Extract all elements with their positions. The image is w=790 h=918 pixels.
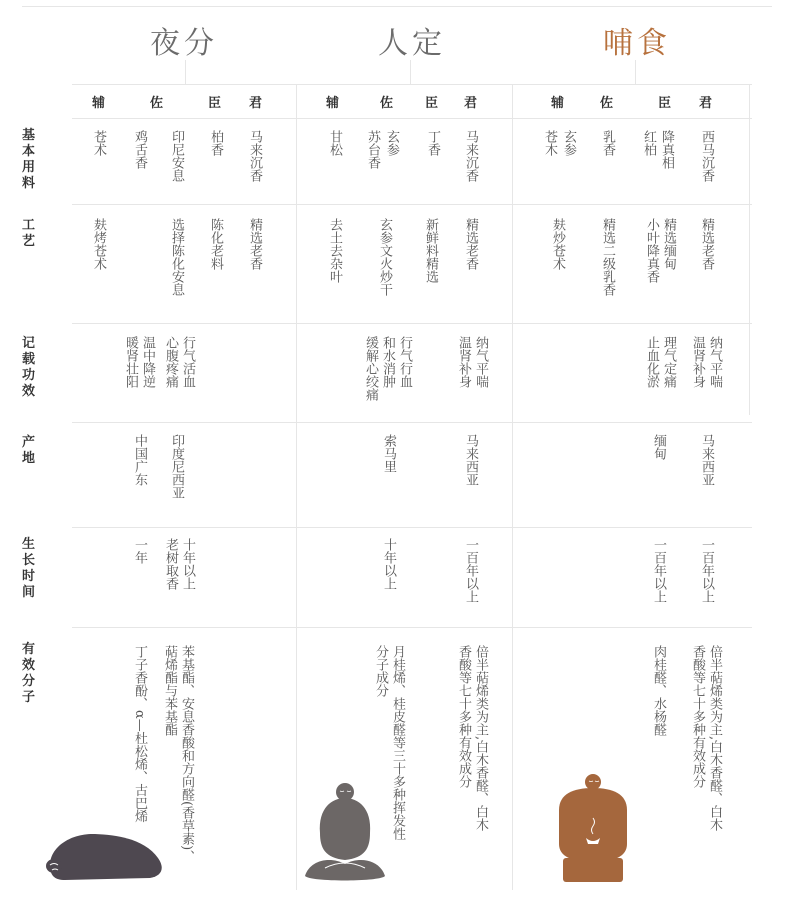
cell-text: 索马里: [381, 434, 396, 473]
cell-text: 精选老香: [247, 218, 262, 270]
cell-text: 香酸等七十多种有效成分: [456, 645, 471, 788]
cell-text: 十年以上: [381, 538, 396, 590]
role-header-fu: 辅: [326, 96, 340, 111]
cell-text: 倍半萜烯类为主,白木香醛、白木: [707, 645, 722, 832]
col-divider: [185, 60, 186, 85]
cell-text: 香酸等七十多种有效成分: [690, 645, 705, 788]
cell-text: 乳香: [600, 130, 615, 156]
cell-text: 马来西亚: [463, 434, 478, 486]
cell-text: 纳气平喘: [473, 336, 488, 388]
cell-text: 印尼安息: [169, 130, 184, 182]
cell-text: 一百年以上: [699, 538, 714, 603]
cell-text: 丁香: [425, 130, 440, 156]
row-divider: [72, 422, 752, 423]
row-label-molecule: 有效分子: [22, 642, 36, 705]
role-header-jun: 君: [699, 96, 713, 111]
cell-text: 柏香: [208, 130, 223, 156]
cell-text: 一百年以上: [463, 538, 478, 603]
row-divider: [72, 527, 752, 528]
cell-text: 倍半萜烯类为主,白木香醛、白木: [473, 645, 488, 832]
cell-text: 止血化淤: [644, 336, 659, 388]
cell-text: 理气定痛: [661, 336, 676, 388]
cell-text: 心腹疼痛: [163, 336, 178, 388]
cell-text: 精选老香: [463, 218, 478, 270]
cell-text: 纳气平喘: [707, 336, 722, 388]
row-divider: [72, 118, 752, 119]
cell-text: 去土去杂叶: [327, 218, 342, 283]
cell-text: 苏台香: [365, 130, 380, 169]
cell-text: 玄参: [384, 130, 399, 156]
sleeping-figure-illustration: [40, 818, 170, 888]
cell-text: 丁子香酚、α—杜松烯、古巴烯: [132, 645, 147, 823]
row-divider: [72, 323, 752, 324]
role-header-chen: 臣: [658, 96, 672, 111]
role-header-fu: 辅: [551, 96, 565, 111]
col-divider: [512, 85, 513, 890]
role-header-chen: 臣: [425, 96, 439, 111]
cell-text: 苍木: [542, 130, 557, 156]
role-header-chen: 臣: [208, 96, 222, 111]
cell-text: 缓解心绞痛: [363, 336, 378, 401]
cell-text: 选择陈化安息: [169, 218, 184, 296]
col-divider: [749, 85, 750, 415]
cell-text: 降真相: [659, 130, 674, 169]
row-label-origin: 产地: [22, 435, 36, 466]
cell-text: 西马沉香: [699, 130, 714, 182]
cell-text: 陈化老料: [208, 218, 223, 270]
row-label-base: 基本用料: [22, 128, 36, 191]
cell-text: 小叶降真香: [644, 218, 659, 283]
cell-text: 分子成分: [373, 645, 388, 697]
row-label-time: 生长时间: [22, 537, 36, 600]
cell-text: 一年: [132, 538, 147, 564]
col-divider: [410, 60, 411, 85]
top-border: [22, 6, 772, 7]
role-header-jun: 君: [464, 96, 478, 111]
incense-figure-illustration: [553, 770, 633, 885]
cell-text: 印度尼西亚: [169, 434, 184, 499]
cell-text: 精选老香: [699, 218, 714, 270]
role-header-fu: 辅: [92, 96, 106, 111]
cell-text: 温肾补身: [456, 336, 471, 388]
cell-text: 精选二级乳香: [600, 218, 615, 296]
cell-text: 苯基酯、安息香酸和方向醛(香草素)、: [179, 645, 194, 864]
cell-text: 甘松: [327, 130, 342, 156]
cell-text: 和水消肿: [380, 336, 395, 388]
cell-text: 苍术: [91, 130, 106, 156]
cell-text: 马来西亚: [699, 434, 714, 486]
cell-text: 十年以上: [180, 538, 195, 590]
cell-text: 老树取香: [163, 538, 178, 590]
cell-text: 红柏: [641, 130, 656, 156]
cell-text: 萜烯酯与苯基酯: [162, 645, 177, 736]
role-header-jun: 君: [249, 96, 263, 111]
cell-text: 麸炒苍术: [550, 218, 565, 270]
cell-text: 马来沉香: [463, 130, 478, 182]
role-header-zuo: 佐: [150, 96, 164, 111]
cell-text: 鸡舌香: [132, 130, 147, 169]
role-header-zuo: 佐: [380, 96, 394, 111]
title-rending: 人定: [378, 26, 446, 61]
cell-text: 新鲜料精选: [423, 218, 438, 283]
role-header-zuo: 佐: [600, 96, 614, 111]
cell-text: 马来沉香: [247, 130, 262, 182]
cell-text: 肉桂醛、水杨醛: [651, 645, 666, 736]
row-divider: [72, 204, 752, 205]
cell-text: 中国广东: [132, 434, 147, 486]
title-yefen: 夜分: [150, 26, 218, 61]
row-label-effect: 记载功效: [22, 336, 36, 399]
cell-text: 温中降逆: [140, 336, 155, 388]
cell-text: 缅甸: [651, 434, 666, 460]
meditating-figure-illustration: [300, 778, 390, 888]
cell-text: 暖肾壮阳: [123, 336, 138, 388]
cell-text: 月桂烯、桂皮醛等三十多种挥发性: [390, 645, 405, 840]
cell-text: 麸烤苍术: [91, 218, 106, 270]
row-label-gongyi: 工艺: [22, 218, 36, 249]
cell-text: 精选缅甸: [661, 218, 676, 270]
title-bushi: 哺食: [603, 26, 671, 61]
col-divider: [296, 85, 297, 890]
col-divider: [635, 60, 636, 85]
cell-text: 温肾补身: [690, 336, 705, 388]
title-underline: [72, 84, 752, 85]
cell-text: 行气行血: [397, 336, 412, 388]
cell-text: 玄参文火炒干: [377, 218, 392, 296]
cell-text: 玄参: [561, 130, 576, 156]
cell-text: 行气活血: [180, 336, 195, 388]
cell-text: 一百年以上: [651, 538, 666, 603]
row-divider: [72, 627, 752, 628]
